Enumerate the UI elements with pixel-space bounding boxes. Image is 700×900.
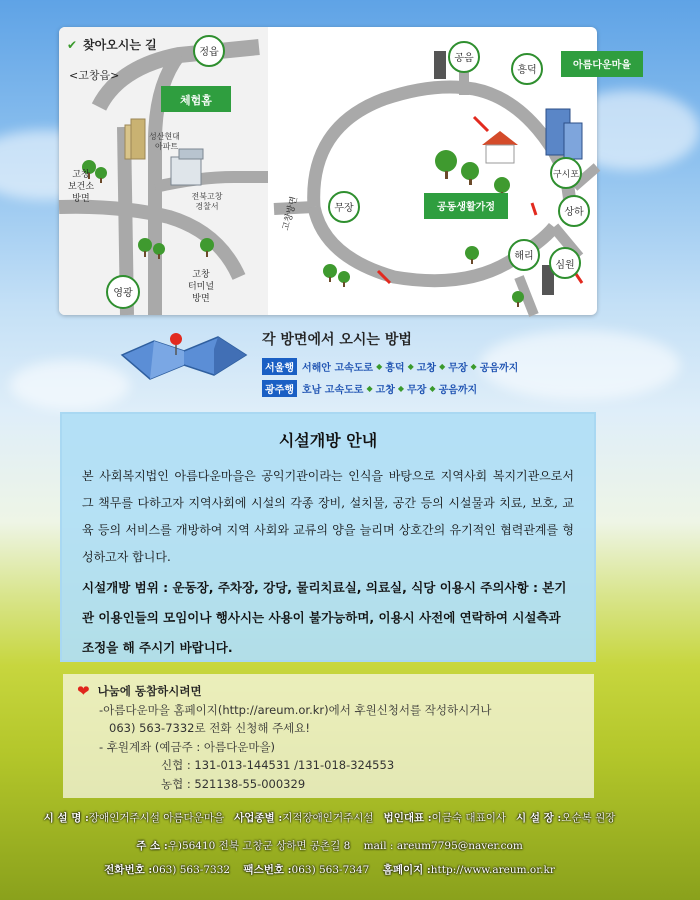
footer-label: 시 설 장 : (516, 812, 562, 824)
facility-title: 시설개방 안내 (278, 431, 378, 450)
heungdeok-label: 흥덕 (517, 65, 537, 76)
sangha-label: 상하 (564, 207, 584, 218)
footer-value: 이금숙 대표이사 (431, 812, 506, 824)
terminal-label: 고창 (192, 270, 210, 280)
yeonggwang-label: 영광 (113, 288, 133, 299)
town-label: <고창읍> (69, 69, 120, 82)
arrow-icon (474, 117, 488, 131)
map-heading: 찾아오시는 길 (83, 38, 157, 52)
footer-value: 우)56410 전북 고창군 상하면 공촌길 8 (167, 840, 351, 852)
simwon-label: 심원 (555, 259, 575, 271)
tree-icon (435, 150, 457, 179)
facility-open-notice (60, 412, 596, 662)
footer-line-3 (0, 862, 659, 877)
footer-label: 사업종별 : (234, 812, 283, 824)
donation-account: 신협 : 131-013-144531 /131-018-324553 (161, 758, 395, 772)
check-icon: ✔ (67, 38, 78, 52)
route-stop: 무장 (407, 384, 427, 396)
footer-label: 법인대표 : (383, 812, 432, 824)
footer (0, 806, 659, 900)
route-arrow-icon: ◆ (429, 383, 436, 393)
route-arrow-icon: ◆ (439, 361, 446, 371)
footer-label: mail : (363, 840, 394, 852)
gochang-direction-label: 고창방면 (281, 195, 300, 232)
areumdaun-building-icon (564, 123, 582, 159)
route-stop: 고창 (416, 362, 437, 374)
route-arrow-icon: ◆ (376, 361, 383, 371)
terminal-label: 방면 (192, 294, 210, 304)
town-map (59, 27, 268, 315)
gusipo-marker (550, 157, 582, 189)
health-center-label: 고창 (72, 170, 90, 180)
health-center-label: 방면 (72, 194, 90, 204)
location-map-panel (59, 27, 631, 315)
arrow-icon (532, 203, 536, 215)
terminal-label: 터미널 (187, 282, 215, 292)
route-stop: 서해안 고속도로 (301, 362, 374, 374)
footer-label: 팩스번호 : (243, 864, 292, 876)
donation-heading: 나눔에 동참하시려면 (97, 684, 202, 698)
gongeum-label: 공음 (454, 53, 474, 64)
simwon-marker (549, 247, 581, 279)
mujang-label: 무장 (334, 203, 354, 214)
apartment-icon (131, 119, 145, 159)
route-stop: 무장 (448, 362, 468, 374)
footer-label: 시 설 명 : (43, 812, 89, 824)
tree-icon (95, 167, 107, 183)
tree-icon (465, 246, 479, 264)
building-icon (434, 51, 446, 79)
footer-website-link[interactable]: http://www.areum.or.kr (430, 864, 555, 876)
group-home-label: 공동생활가정 (437, 202, 495, 213)
police-label: 전북고창 (191, 192, 223, 201)
directions-title: 각 방면에서 오시는 방법 (262, 332, 412, 348)
apartment-label: 아파트 (155, 142, 179, 151)
route-tag: 서울행 (262, 358, 297, 375)
police-label: 경찰서 (195, 202, 219, 211)
areumdaun-label: 아름다운마을 (573, 60, 631, 71)
tree-icon (461, 162, 479, 185)
donation-info (63, 674, 594, 798)
route-row-gwangju (262, 380, 477, 396)
route-arrow-icon: ◆ (407, 361, 414, 371)
tree-icon (323, 264, 337, 282)
footer-value: 063) 563-7332 (152, 864, 231, 876)
town-map-graphic (59, 27, 268, 315)
gusipo-label: 구시포 (552, 169, 580, 180)
haeri-label: 해리 (514, 251, 534, 262)
footer-line-1 (0, 810, 659, 825)
route-stop: 공음까지 (438, 384, 478, 396)
footer-label: 홈페이지 : (382, 864, 431, 876)
tree-icon (338, 271, 350, 287)
donation-account: 농협 : 521138-55-000329 (161, 776, 306, 791)
folded-map-icon (114, 325, 254, 385)
footer-value: 063) 563-7347 (291, 864, 370, 876)
route-arrow-icon: ◆ (366, 383, 373, 393)
heart-icon: ❤ (77, 682, 90, 700)
police-building-icon (171, 157, 201, 185)
footer-label: 전화번호 : (104, 864, 153, 876)
facility-body: 본 사회복지법인 아름다운마을은 공익기관이라는 인식을 바탕으로 지역사회 복지기관으로서 그 책무를 다하고자 지역사회에 시설의 각종 장비, 설치물, 공간 등의 시설물과 치료, 보호, 교육 등의 서비스를 개방하여 지역 사회와 교류의 양을 늘리며 상호간의 유기적인 협력관계를 형성하고자 합니다. (82, 469, 574, 564)
route-stop: 흥덕 (385, 362, 405, 374)
footer-email[interactable]: areum7795@naver.com (396, 840, 523, 852)
police-building-icon (179, 149, 203, 159)
house-icon (482, 131, 518, 145)
cloud (10, 360, 130, 410)
tree-icon (512, 291, 524, 307)
route-stop: 고창 (375, 384, 395, 396)
regional-map (274, 27, 631, 315)
donation-line: -아름다운마을 홈페이지(http://areum.or.kr)에서 후원신청서를 작성하시거나 (99, 702, 492, 717)
apartment-label: 성산현대 (149, 132, 180, 141)
health-center-label: 보건소 (67, 182, 95, 192)
route-row-seoul (262, 358, 518, 374)
footer-label: 주 소 : (136, 840, 168, 852)
footer-value: 지적장애인거주시설 (282, 812, 374, 824)
route-arrow-icon: ◆ (397, 383, 405, 393)
regional-map-graphic (274, 27, 631, 315)
cheheom-home-label: 체험홈 (180, 94, 212, 107)
route-arrow-icon: ◆ (470, 361, 477, 371)
facility-scope-notice: 시설개방 범위 : 운동장, 주차장, 강당, 물리치료실, 의료실, 식당 이용시 주의사항 : 본기관 이용인들의 모임이나 행사시는 사용이 불가능하며, 이용시 사전에 연락하여 시설측과 조정을 해 주시기 바랍니다. (82, 580, 567, 655)
donation-line: 063) 563-7332로 전화 신청해 주세요! (109, 721, 311, 735)
route-stop: 호남 고속도로 (301, 384, 364, 396)
route-stop: 공음까지 (479, 362, 519, 374)
donation-heading-row (77, 682, 580, 701)
route-tag: 광주행 (262, 380, 297, 397)
footer-line-2 (0, 838, 659, 853)
tree-icon (200, 238, 214, 257)
footer-value: 오순복 원장 (561, 812, 616, 824)
jeongeup-label: 정읍 (199, 47, 219, 58)
donation-line: - 후원계좌 (예금주 : 아름다운마을) (99, 739, 276, 754)
footer-value: 장애인거주시설 아름다운마을 (88, 812, 225, 824)
house-icon (486, 145, 514, 163)
